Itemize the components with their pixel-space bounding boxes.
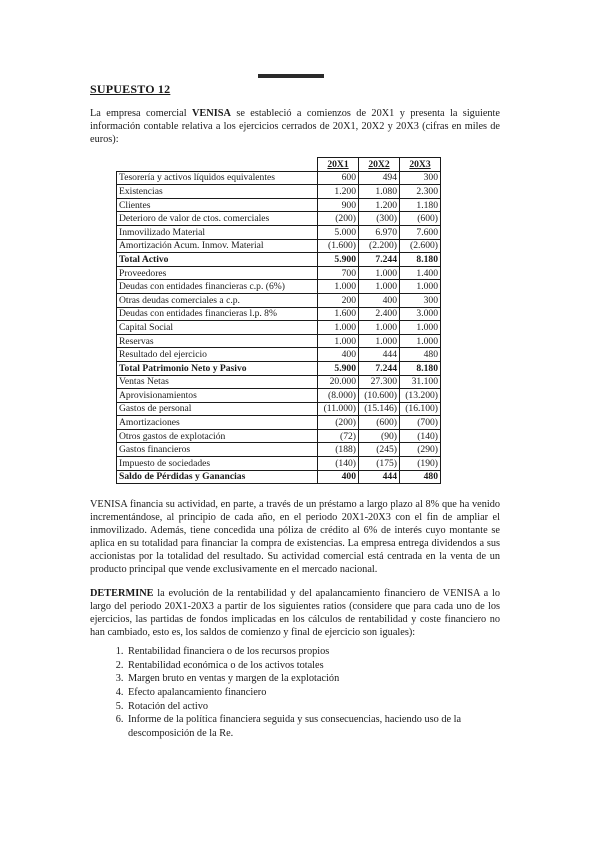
- ratio-item: 2. Rentabilidad económica o de los activos totales: [126, 659, 500, 673]
- row-value: 700: [318, 266, 359, 280]
- row-label: Resultado del ejercicio: [117, 348, 318, 362]
- row-value: (200): [318, 212, 359, 226]
- row-value: 400: [318, 348, 359, 362]
- financial-table-body: [117, 171, 441, 484]
- table-row: [117, 389, 441, 403]
- row-value: 20.000: [318, 375, 359, 389]
- row-value: (8.000): [318, 389, 359, 403]
- row-value: 1.180: [400, 198, 441, 212]
- intro-before: La empresa comercial: [90, 108, 192, 119]
- row-label: Amortización Acum. Inmov. Material: [117, 239, 318, 253]
- row-value: 444: [359, 348, 400, 362]
- row-value: 27.300: [359, 375, 400, 389]
- row-value: 1.000: [400, 321, 441, 335]
- row-value: 494: [359, 171, 400, 185]
- row-value: 1.000: [359, 266, 400, 280]
- table-row: [117, 348, 441, 362]
- table-row: [117, 416, 441, 430]
- row-value: 2.300: [400, 185, 441, 199]
- ratio-item: 3. Margen bruto en ventas y margen de la explotación: [126, 672, 500, 686]
- row-value: (11.000): [318, 402, 359, 416]
- row-value: (2.200): [359, 239, 400, 253]
- intro-paragraph: [90, 107, 500, 146]
- row-label: Gastos financieros: [117, 443, 318, 457]
- row-value: 7.244: [359, 253, 400, 267]
- row-value: (140): [400, 429, 441, 443]
- row-label: Deterioro de valor de ctos. comerciales: [117, 212, 318, 226]
- row-value: (1.600): [318, 239, 359, 253]
- row-value: 400: [359, 293, 400, 307]
- table-row: [117, 334, 441, 348]
- row-label: Proveedores: [117, 266, 318, 280]
- row-value: (600): [359, 416, 400, 430]
- table-row: [117, 402, 441, 416]
- year-header: 20X3: [400, 158, 441, 172]
- row-value: 5.900: [318, 361, 359, 375]
- row-label: Deudas con entidades financieras c.p. (6%): [117, 280, 318, 294]
- row-value: (188): [318, 443, 359, 457]
- year-header: 20X2: [359, 158, 400, 172]
- table-row: [117, 429, 441, 443]
- company-name: VENISA: [191, 108, 231, 119]
- table-row: [117, 457, 441, 471]
- intro-after: se estableció a comienzos de 20X1 y presenta la siguiente información contable relativa a los ejercicios cerrados de 20X1, 20X2 y 20X3 (cifras en miles de euros):: [90, 108, 500, 145]
- table-row: [117, 266, 441, 280]
- row-value: 1.000: [318, 334, 359, 348]
- table-row: [117, 212, 441, 226]
- table-row: [117, 225, 441, 239]
- row-value: 1.000: [359, 334, 400, 348]
- row-value: (72): [318, 429, 359, 443]
- row-label: Reservas: [117, 334, 318, 348]
- row-value: 31.100: [400, 375, 441, 389]
- row-value: (15.146): [359, 402, 400, 416]
- row-label: Inmovilizado Material: [117, 225, 318, 239]
- row-value: 1.000: [400, 280, 441, 294]
- row-label: Impuesto de sociedades: [117, 457, 318, 471]
- table-row: [117, 361, 441, 375]
- row-label: Total Activo: [117, 253, 318, 267]
- row-value: 1.000: [318, 321, 359, 335]
- determine-text: la evolución de la rentabilidad y del apalancamiento financiero de VENISA a lo largo del periodo 20X1-20X3 a partir de los siguientes ratios (considere que para cada uno de los ejercicios, las partidas de fondos implicadas en los cálculos de rentabilidad y coste financiero no han cambiado, esto es, los saldos de comienzo y final de ejercicio son iguales):: [90, 588, 500, 639]
- row-value: 200: [318, 293, 359, 307]
- row-value: (13.200): [400, 389, 441, 403]
- table-row: [117, 198, 441, 212]
- row-value: 1.080: [359, 185, 400, 199]
- ratio-list: [90, 645, 500, 740]
- top-decorative-bar: [258, 74, 324, 78]
- ratio-item: 1. Rentabilidad financiera o de los recursos propios: [126, 645, 500, 659]
- row-label: Capital Social: [117, 321, 318, 335]
- row-value: 1.000: [400, 334, 441, 348]
- page-title: SUPUESTO 12: [90, 82, 171, 96]
- row-label: Gastos de personal: [117, 402, 318, 416]
- row-value: 7.244: [359, 361, 400, 375]
- row-value: 900: [318, 198, 359, 212]
- row-value: 1.200: [359, 198, 400, 212]
- ratio-item: 5. Rotación del activo: [126, 700, 500, 714]
- year-header: 20X1: [318, 158, 359, 172]
- row-label: Clientes: [117, 198, 318, 212]
- row-label: Amortizaciones: [117, 416, 318, 430]
- row-value: (700): [400, 416, 441, 430]
- row-value: (300): [359, 212, 400, 226]
- row-value: (16.100): [400, 402, 441, 416]
- table-row: [117, 171, 441, 185]
- row-value: 8.180: [400, 361, 441, 375]
- table-row: [117, 293, 441, 307]
- row-value: 2.400: [359, 307, 400, 321]
- year-header-row: [117, 158, 441, 172]
- determine-keyword: DETERMINE: [90, 588, 154, 600]
- row-value: 1.600: [318, 307, 359, 321]
- row-value: (140): [318, 457, 359, 471]
- table-row: [117, 443, 441, 457]
- row-label: Otras deudas comerciales a c.p.: [117, 293, 318, 307]
- financial-table: [116, 157, 441, 484]
- row-value: 300: [400, 293, 441, 307]
- row-value: 1.000: [359, 280, 400, 294]
- row-value: 7.600: [400, 225, 441, 239]
- row-value: (600): [400, 212, 441, 226]
- row-label: Aprovisionamientos: [117, 389, 318, 403]
- row-value: 300: [400, 171, 441, 185]
- table-row: [117, 307, 441, 321]
- row-value: 1.200: [318, 185, 359, 199]
- row-value: 5.000: [318, 225, 359, 239]
- row-value: (190): [400, 457, 441, 471]
- row-value: 6.970: [359, 225, 400, 239]
- ratio-item: 4. Efecto apalancamiento financiero: [126, 686, 500, 700]
- row-value: 600: [318, 171, 359, 185]
- row-value: 8.180: [400, 253, 441, 267]
- row-value: 5.900: [318, 253, 359, 267]
- table-row: [117, 185, 441, 199]
- determine-paragraph: [90, 587, 500, 639]
- row-label: Deudas con entidades financieras l.p. 8%: [117, 307, 318, 321]
- row-value: 400: [318, 470, 359, 484]
- row-value: (10.600): [359, 389, 400, 403]
- row-value: 1.000: [359, 321, 400, 335]
- row-value: (90): [359, 429, 400, 443]
- row-label: Total Patrimonio Neto y Pasivo: [117, 361, 318, 375]
- row-value: (175): [359, 457, 400, 471]
- ratio-item: 6. Informe de la política financiera seguida y sus consecuencias, haciendo uso de la descomposición de la Re.: [126, 713, 500, 740]
- table-row: [117, 375, 441, 389]
- table-row: [117, 470, 441, 484]
- table-row: [117, 321, 441, 335]
- document-page: [90, 82, 500, 740]
- row-value: 444: [359, 470, 400, 484]
- row-value: (200): [318, 416, 359, 430]
- row-value: (245): [359, 443, 400, 457]
- row-value: (2.600): [400, 239, 441, 253]
- row-label: Saldo de Pérdidas y Ganancias: [117, 470, 318, 484]
- row-label: Otros gastos de explotación: [117, 429, 318, 443]
- financing-paragraph: VENISA financia su actividad, en parte, a través de un préstamo a largo plazo al 8% que ha venido incrementándose, al principio de cada año, en el periodo 20X1-20X3 con el fin de ampliar el inmovilizado. Además, tiene concedida una póliza de crédito al 6% de interés cuyo montante se aplica en su totalidad para financiar la compra de existencias. La empresa entrega dividendos a sus accionistas por la totalidad del resultado. Su actividad comercial está centrada en la venta de un producto principal que vende exclusivamente en el mercado nacional.: [90, 499, 500, 576]
- row-label: Ventas Netas: [117, 375, 318, 389]
- table-row: [117, 280, 441, 294]
- row-value: 480: [400, 470, 441, 484]
- row-value: 3.000: [400, 307, 441, 321]
- table-row: [117, 239, 441, 253]
- header-blank-cell: [117, 158, 318, 172]
- table-row: [117, 253, 441, 267]
- row-value: 480: [400, 348, 441, 362]
- row-value: 1.400: [400, 266, 441, 280]
- row-value: 1.000: [318, 280, 359, 294]
- row-label: Tesorería y activos líquidos equivalentes: [117, 171, 318, 185]
- row-label: Existencias: [117, 185, 318, 199]
- row-value: (290): [400, 443, 441, 457]
